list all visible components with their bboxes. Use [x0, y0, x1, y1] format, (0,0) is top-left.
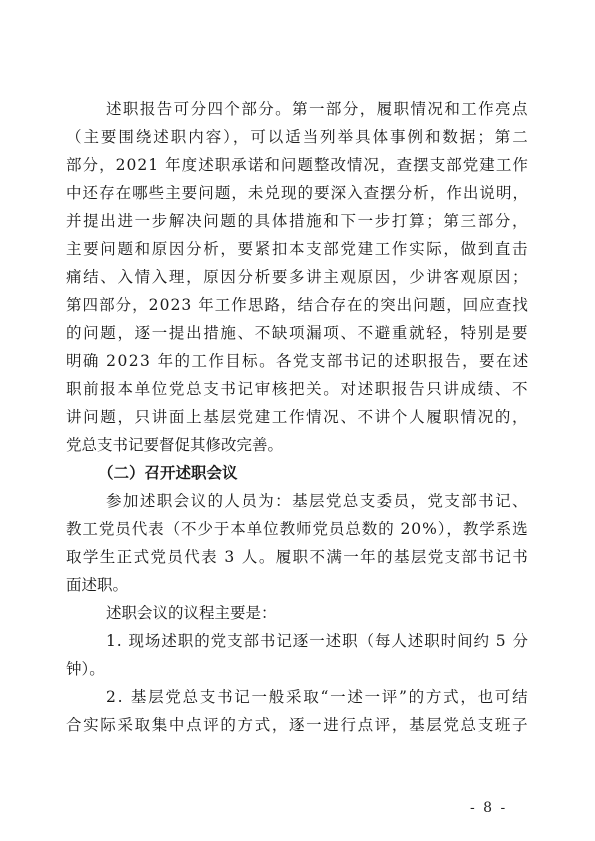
text-line: 职前报本单位党总支书记审核把关。对述职报告只讲成绩、不: [66, 380, 530, 398]
section-heading: （二）召开述职会议: [98, 464, 238, 482]
text-line: 教工党员代表（不少于本单位教师党员总数的 20%），教学系选: [66, 520, 529, 538]
text-line: 取学生正式党员代表 3 人。履职不满一年的基层党支部书记书: [66, 548, 530, 566]
text-line: 部分，2021 年度述职承诺和问题整改情况，查摆支部党建工作: [66, 156, 529, 174]
text-line: 的问题，逐一提出措施、不缺项漏项、不避重就轻，特别是要: [66, 324, 530, 342]
text-line: 参加述职会议的人员为：基层党总支委员，党支部书记、: [106, 492, 529, 510]
text-line: 痛结、入情入理，原因分析要多讲主观原因，少讲客观原因；: [66, 268, 530, 286]
text-line: 并提出进一步解决问题的具体措施和下一步打算；第三部分，: [66, 212, 530, 230]
text-line: 明确 2023 年的工作目标。各党支部书记的述职报告，要在述: [66, 352, 530, 370]
text-line: 1. 现场述职的党支部书记逐一述职（每人述职时间约 5 分: [106, 632, 529, 650]
text-line: 第四部分，2023 年工作思路，结合存在的突出问题，回应查找: [66, 296, 529, 314]
text-line: 党总支书记要督促其修改完善。: [66, 436, 284, 454]
text-line: （主要围绕述职内容），可以适当列举具体事例和数据；第二: [66, 128, 530, 146]
text-line: 述职报告可分四个部分。第一部分，履职情况和工作亮点: [106, 100, 529, 118]
text-line: 讲问题，只讲面上基层党建工作情况、不讲个人履职情况的，: [66, 408, 530, 426]
text-line: 2. 基层党总支书记一般采取“一述一评”的方式，也可结: [106, 688, 530, 706]
page-number: - 8 -: [470, 800, 508, 816]
text-line: 面述职。: [66, 576, 129, 594]
text-line: 述职会议的议程主要是：: [106, 604, 277, 622]
text-line: 中还存在哪些主要问题，未兑现的要深入查摆分析，作出说明，: [66, 184, 530, 202]
text-line: 合实际采取集中点评的方式，逐一进行点评，基层党总支班子: [66, 716, 530, 734]
text-line: 钟）。: [66, 660, 105, 678]
text-line: 主要问题和原因分析，要紧扣本支部党建工作实际，做到直击: [66, 240, 530, 258]
